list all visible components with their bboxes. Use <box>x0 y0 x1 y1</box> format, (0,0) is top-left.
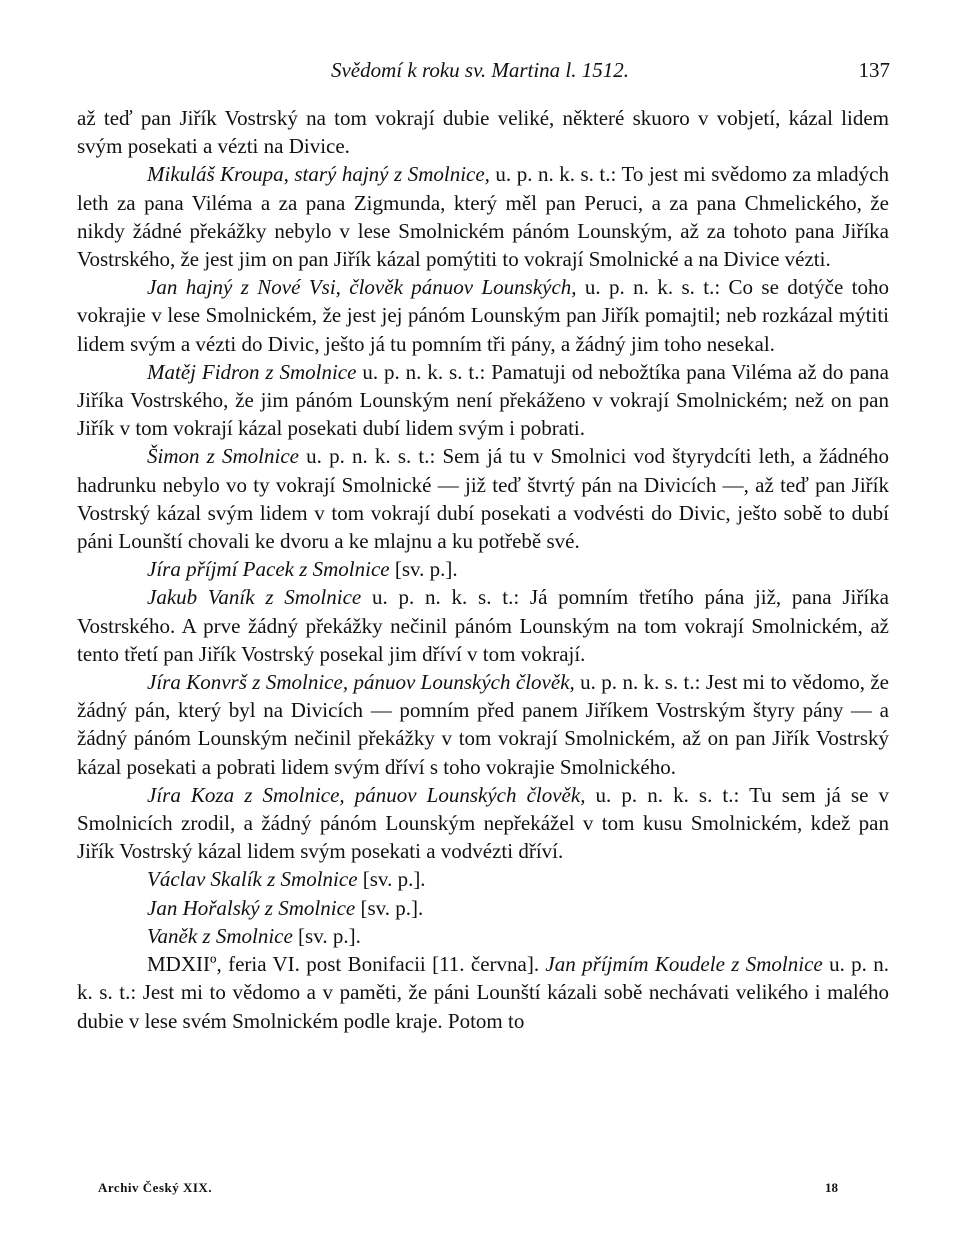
running-title: Svědomí k roku sv. Martina l. 1512. <box>330 58 630 82</box>
witness-name: Matěj Fidron z Smolnice <box>147 359 357 384</box>
signature-mark: Archiv Český XIX. <box>98 1180 213 1195</box>
paragraph <box>77 104 889 160</box>
paragraph-text: [sv. p.]. <box>355 895 424 920</box>
sheet-number: 18 <box>825 1180 838 1195</box>
paragraph-text: [sv. p.]. <box>389 557 458 582</box>
paragraph <box>77 160 889 273</box>
witness-name: Šimon z Smolnice <box>147 444 299 469</box>
witness-name: Jan hajný z Nové Vsi, člověk pánuov Lounských, <box>147 275 577 300</box>
witness-name: Václav Skalík z Smolnice <box>147 867 358 892</box>
paragraph <box>77 865 889 893</box>
paragraph-text: u. p. n. k. s. t.: Sem já tu v Smolnici vod štyrydcíti leth, a žádného hadrunku nebylo vo ty vokrají Smolnické — již teď štvrtý pán na Divicích —, až teď pan Jiřík Vostrský kázal svým lidem v tom vokrají dubí posekati a vodvésti do Divic, ješto sobě to dubí páni Lounští chovali ke dvoru a ke mlajnu a ku potřebě své. <box>77 444 889 554</box>
page-header <box>0 58 960 88</box>
paragraph <box>77 950 889 1035</box>
paragraph-text: [sv. p.]. <box>357 867 426 892</box>
page-number: 137 <box>858 58 890 82</box>
paragraph <box>77 781 889 866</box>
paragraph-text: u. p. n. k. s. t.: Co se dotýče toho vokrajie v lese Smolnickém, že jest jej pánóm Lounským pan Jiřík pomajtil; neb rozkázal mýtiti lidem svým a vézti do Divic, ješto já tu pomním tři pány, a žádný jim toho nesekal. <box>77 275 889 356</box>
paragraph-text: [sv. p.]. <box>292 923 361 948</box>
paragraph <box>77 273 889 358</box>
paragraph <box>77 583 889 668</box>
body-text <box>77 104 889 1035</box>
paragraph-text: u. p. n. k. s. t.: Pamatuji od nebožtíka pana Viléma až do pana Jiříka Vostrského, že jim pánóm Lounským není překáženo v vokrají Smolnickém; než on pan Jiřík v tom vokrají kázal posekati dubí lidem svým i pobrati. <box>77 359 889 441</box>
witness-name: Jíra Konvrš z Smolnice, pánuov Lounských člověk, <box>147 670 575 695</box>
paragraph-text: u. p. n. k. s. t.: Já pomním třetího pána již, pana Jiříka Vostrského. A prve žádný překážky nečinil pánóm Lounským na tom vokrají Smolnickém, až tento třetí pan Jiřík Vostrský posekal jim dříví v tom vokrají. <box>77 585 889 666</box>
witness-name: Jíra příjmí Pacek z Smolnice <box>147 557 390 582</box>
paragraph-text: u. p. n. k. s. t.: To jest mi svědomo za mladých leth za pana Viléma a za pana Zigmunda, který měl pan Peruci, a za pana Chmelického, že nikdy žádné překážky nebylo v lese Smolnickém pánóm Lounským, až za tohoto pana Jiříka Vostrského, že jest jim on pan Jiřík kázal pomýtiti to vokrají Smolnické a na Divice vézti. <box>77 162 889 272</box>
paragraph-text: u. p. n. k. s. t.: Jest mi to vědomo a v paměti, že páni Lounští kázali sobě nechávati velikého i malého dubie v lese svém Smolnickém podle kraje. Potom to <box>77 952 889 1033</box>
paragraph <box>77 668 889 781</box>
paragraph <box>77 922 889 950</box>
page-footer <box>98 1180 838 1204</box>
witness-name: Vaněk z Smolnice <box>147 923 293 948</box>
paragraph <box>77 555 889 583</box>
paragraph-text: MDXIIº, feria VI. post Bonifacii [11. června]. <box>147 952 546 977</box>
paragraph <box>77 358 889 443</box>
witness-name: Jíra Koza z Smolnice, pánuov Lounských člověk, <box>147 782 586 807</box>
paragraph-text: až teď pan Jiřík Vostrský na tom vokrají dubie veliké, některé skuoro v vobjetí, kázal lidem svým posekati a vézti na Divice. <box>77 106 889 159</box>
paragraph-text: u. p. n. k. s. t.: Tu sem já se v Smolnicích zrodil, a žádný pánóm Lounským nepřekážel v tom kusu Smolnickém, kdež pan Jiřík Vostrský kázal lidem svým posekati a vodvézti dříví. <box>77 782 889 864</box>
paragraph-text: u. p. n. k. s. t.: Jest mi to vědomo, že žádný pán, který byl na Divicích — pomním před panem Jiříkem Vostrským štyry pány — a žádný pánóm Lounským nečinil překážky v tom vokrají Smolnickém, až on pan Jiřík Vostrský kázal posekati a pobrati lidem svým dříví s toho vokrajie Smolnického. <box>77 670 889 779</box>
witness-name: Jan Hořalský z Smolnice <box>147 895 356 920</box>
witness-name: Jan příjmím Koudele z Smolnice <box>545 952 823 977</box>
paragraph <box>77 894 889 922</box>
paragraph <box>77 442 889 555</box>
witness-name: Jakub Vaník z Smolnice <box>147 585 362 610</box>
witness-name: Mikuláš Kroupa, starý hajný z Smolnice, <box>147 162 490 187</box>
